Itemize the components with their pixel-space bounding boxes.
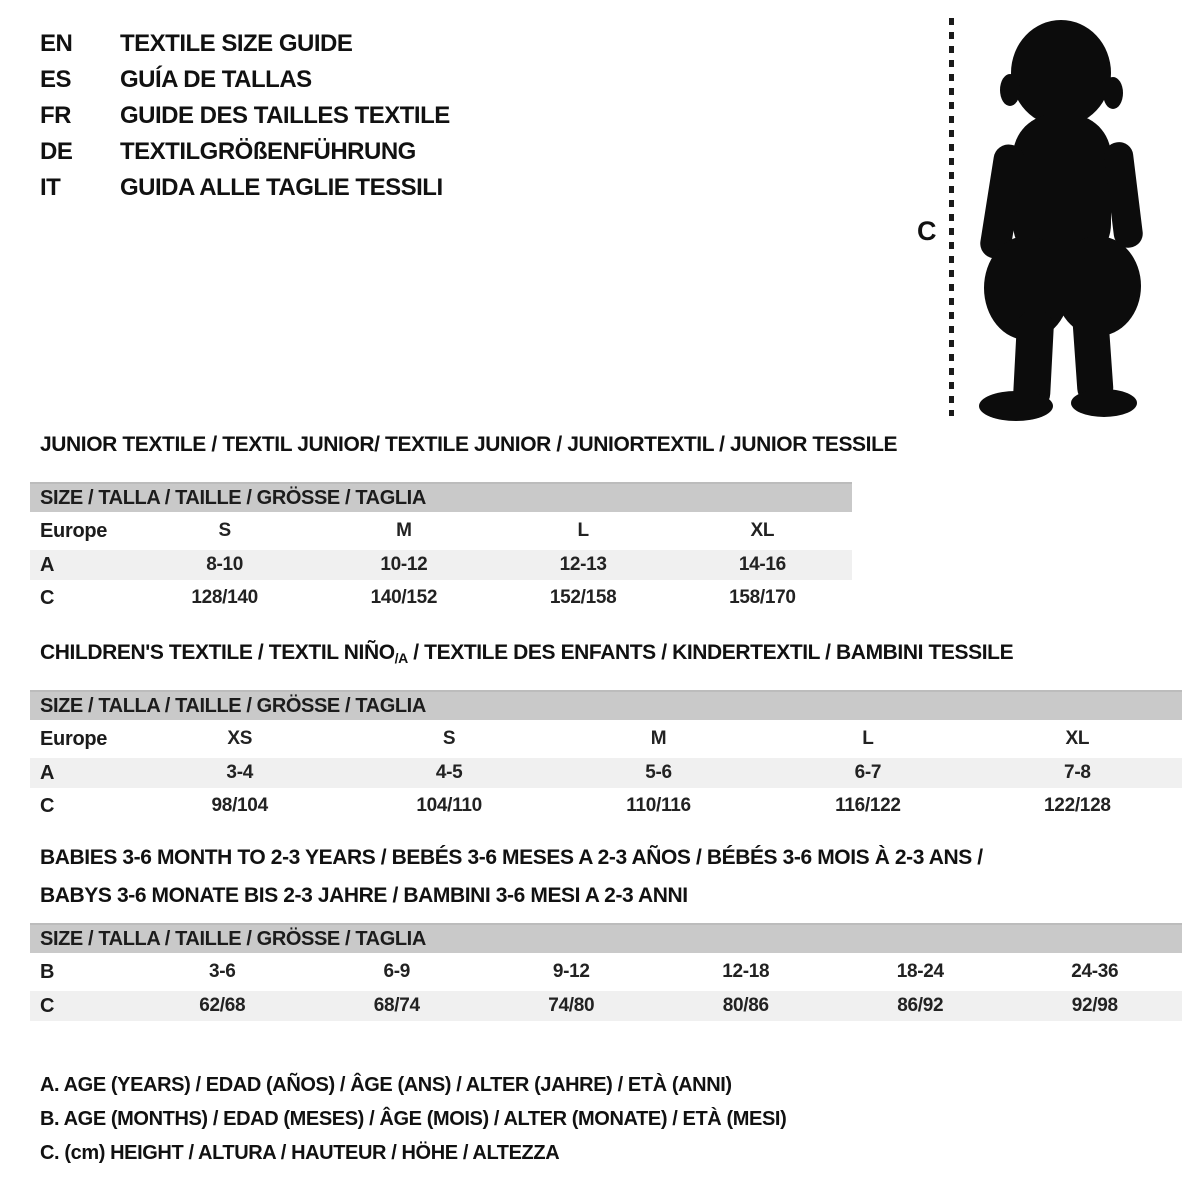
babies-size-header-bar: SIZE / TALLA / TAILLE / GRÖSSE / TAGLIA <box>30 923 1182 953</box>
size-cell: XS <box>227 728 253 749</box>
size-cell: XL <box>750 520 775 541</box>
height-measure-dotted-line <box>949 18 954 416</box>
language-title: TEXTILGRÖßENFÜHRUNG <box>120 138 416 165</box>
language-row-it <box>40 170 450 206</box>
age-cell: 4-5 <box>435 762 463 783</box>
children-size-header-bar: SIZE / TALLA / TAILLE / GRÖSSE / TAGLIA <box>30 690 1182 720</box>
size-cell: M <box>396 520 412 541</box>
age-cell: 3-6 <box>208 961 236 982</box>
age-cell: 18-24 <box>896 961 944 982</box>
age-cell: 12-13 <box>559 554 607 575</box>
language-row-en <box>40 26 450 62</box>
height-cell: 116/122 <box>835 795 901 816</box>
language-code: DE <box>40 138 73 165</box>
size-cell: S <box>218 520 231 541</box>
age-cell: 9-12 <box>552 961 590 982</box>
height-cell: 80/86 <box>722 995 769 1016</box>
language-row-es <box>40 62 450 98</box>
language-row-fr <box>40 98 450 134</box>
baby-silhouette-icon <box>961 16 1173 422</box>
age-cell: 12-18 <box>722 961 770 982</box>
height-cell: 122/128 <box>1044 795 1111 816</box>
row-label: A <box>40 761 55 784</box>
height-cell: 110/116 <box>626 795 691 816</box>
measurement-legend <box>40 1068 786 1170</box>
age-cell: 5-6 <box>645 762 672 783</box>
babies-section-title-line2: BABYS 3-6 MONATE BIS 2-3 JAHRE / BAMBINI 3-6 MESI A 2-3 ANNI <box>40 884 688 907</box>
table-row <box>30 515 852 547</box>
language-title: GUIDA ALLE TAGLIE TESSILI <box>120 174 443 201</box>
height-cell: 152/158 <box>549 587 617 608</box>
language-title: TEXTILE SIZE GUIDE <box>120 30 353 57</box>
height-cell: 104/110 <box>416 795 482 816</box>
age-cell: 8-10 <box>206 554 244 575</box>
table-row <box>30 550 852 580</box>
height-cell: 98/104 <box>211 795 268 816</box>
height-measure-label: C <box>917 216 937 246</box>
height-cell: 128/140 <box>191 587 258 608</box>
age-cell: 14-16 <box>738 554 786 575</box>
junior-size-table <box>30 482 852 613</box>
table-row <box>30 723 1182 755</box>
row-label: C <box>40 586 55 609</box>
row-label: C <box>40 994 55 1017</box>
height-cell: 158/170 <box>729 587 796 608</box>
language-title-list <box>40 26 450 206</box>
table-row <box>30 758 1182 788</box>
age-cell: 3-4 <box>226 762 253 783</box>
legend-line-a: A. AGE (YEARS) / EDAD (AÑOS) / ÂGE (ANS) / ALTER (JAHRE) / ETÀ (ANNI) <box>40 1073 732 1096</box>
age-cell: 6-7 <box>854 762 882 783</box>
baby-height-figure <box>905 10 1185 424</box>
children-section-title <box>40 641 1013 666</box>
language-code: EN <box>40 30 73 57</box>
size-cell: M <box>650 728 667 749</box>
age-cell: 10-12 <box>380 554 428 575</box>
language-title: GUÍA DE TALLAS <box>120 66 312 93</box>
height-cell: 62/68 <box>199 995 246 1016</box>
language-row-de <box>40 134 450 170</box>
size-cell: L <box>862 728 874 749</box>
row-label: A <box>40 553 55 576</box>
language-code: ES <box>40 66 72 93</box>
row-label: Europe <box>40 519 108 542</box>
children-title-part: CHILDREN'S TEXTILE / TEXTIL NIÑO <box>40 641 395 664</box>
children-title-part: / TEXTILE DES ENFANTS / KINDERTEXTIL / BAMBINI TESSILE <box>407 641 1014 664</box>
height-cell: 74/80 <box>548 995 595 1016</box>
language-code: IT <box>40 174 61 201</box>
language-code: FR <box>40 102 71 129</box>
junior-size-header-bar: SIZE / TALLA / TAILLE / GRÖSSE / TAGLIA <box>30 482 852 512</box>
babies-section-title-line1: BABIES 3-6 MONTH TO 2-3 YEARS / BEBÉS 3-6 MESES A 2-3 AÑOS / BÉBÉS 3-6 MOIS À 2-3 ANS / <box>40 846 983 869</box>
children-size-table <box>30 690 1182 821</box>
height-cell: 92/98 <box>1071 995 1118 1016</box>
age-cell: 7-8 <box>1064 762 1091 783</box>
row-label: C <box>40 794 55 817</box>
height-cell: 68/74 <box>373 995 420 1016</box>
row-label: B <box>40 960 55 983</box>
table-row <box>30 583 852 613</box>
table-row <box>30 991 1182 1021</box>
size-cell: L <box>577 520 589 541</box>
row-label: Europe <box>40 727 108 750</box>
height-cell: 140/152 <box>370 587 438 608</box>
children-title-subscript: /A <box>394 650 408 666</box>
age-cell: 24-36 <box>1071 961 1119 982</box>
table-row <box>30 956 1182 988</box>
babies-size-table <box>30 923 1182 1021</box>
size-cell: S <box>442 728 456 749</box>
size-cell: XL <box>1065 728 1090 749</box>
legend-line-b: B. AGE (MONTHS) / EDAD (MESES) / ÂGE (MOIS) / ALTER (MONATE) / ETÀ (MESI) <box>40 1107 787 1130</box>
legend-line-c: C. (cm) HEIGHT / ALTURA / HAUTEUR / HÖHE / ALTEZZA <box>40 1141 560 1164</box>
height-cell: 86/92 <box>897 995 944 1016</box>
table-row <box>30 791 1182 821</box>
language-title: GUIDE DES TAILLES TEXTILE <box>120 102 450 129</box>
age-cell: 6-9 <box>383 961 411 982</box>
junior-section-title: JUNIOR TEXTILE / TEXTIL JUNIOR/ TEXTILE JUNIOR / JUNIORTEXTIL / JUNIOR TESSILE <box>40 433 898 456</box>
